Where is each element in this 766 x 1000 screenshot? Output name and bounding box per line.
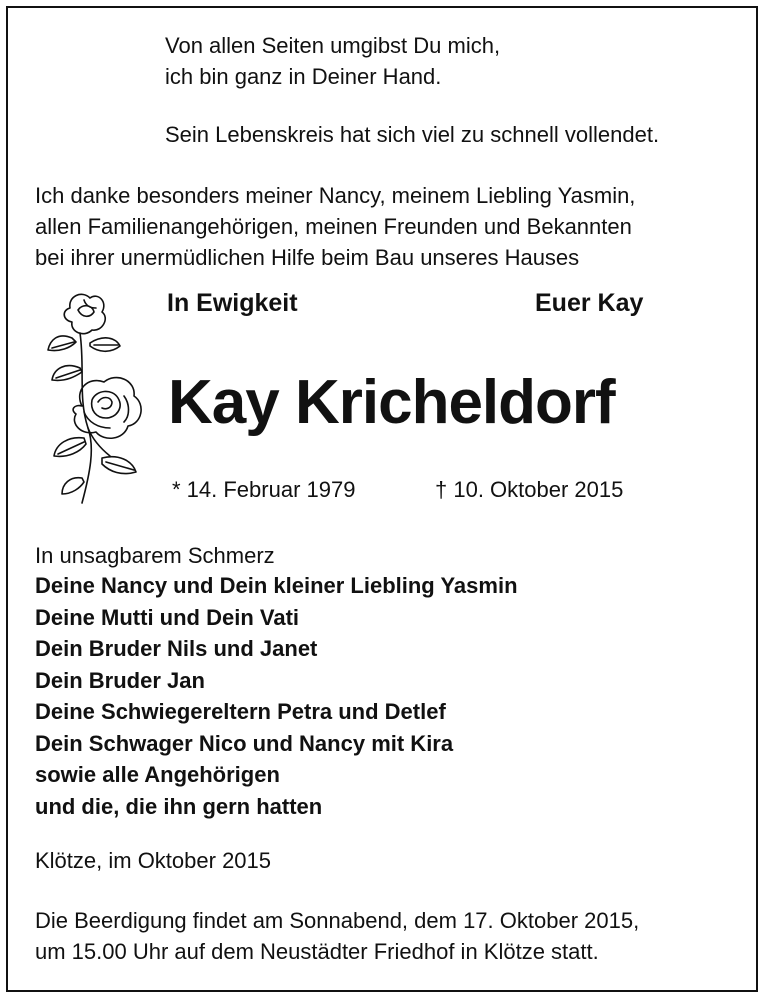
mourner-line: Dein Bruder Nils und Janet [35,636,318,661]
thanks-line: bei ihrer unermüdlichen Hilfe beim Bau unseres Hauses [35,245,580,270]
mourner-line: Dein Schwager Nico und Nancy mit Kira [35,730,454,756]
verse-line: Sein Lebenskreis hat sich viel zu schnell vollendet. [165,122,660,147]
deceased-name: Kay Kricheldorf [168,368,615,437]
thanks-block [35,180,635,273]
mourner-line: Deine Mutti und Dein Vati [35,604,300,630]
birth-date: * 14. Februar 1979 [172,477,356,502]
mourner-line: Dein Bruder Jan [35,667,205,693]
signature: Euer Kay [535,289,644,317]
funeral-line: um 15.00 Uhr auf dem Neustädter Friedhof in Klötze statt. [35,939,599,964]
in-ewigkeit: In Ewigkeit [167,289,298,317]
place-date: Klötze, im Oktober 2015 [35,848,272,873]
mourner-line: und die, die ihn gern hatten [35,793,323,819]
mourners-list [35,570,518,822]
mourner-line: Deine Schwiegereltern Petra und Detlef [35,699,446,724]
mourning-intro: In unsagbarem Schmerz [35,543,275,568]
thanks-line: allen Familienangehörigen, meinen Freunden und Bekannten [35,214,632,239]
verse-line: Von allen Seiten umgibst Du mich, [165,33,501,58]
rose-icon [40,288,150,508]
thanks-line: Ich danke besonders meiner Nancy, meinem Liebling Yasmin, [35,183,636,208]
mourner-line: Deine Nancy und Dein kleiner Liebling Yasmin [35,573,518,598]
verse-line: ich bin ganz in Deiner Hand. [165,64,442,89]
mourner-line: sowie alle Angehörigen [35,762,280,787]
verse-block [165,30,500,92]
death-date: † 10. Oktober 2015 [435,477,624,502]
funeral-line: Die Beerdigung findet am Sonnabend, dem 17. Oktober 2015, [35,908,640,933]
funeral-info [35,905,639,967]
